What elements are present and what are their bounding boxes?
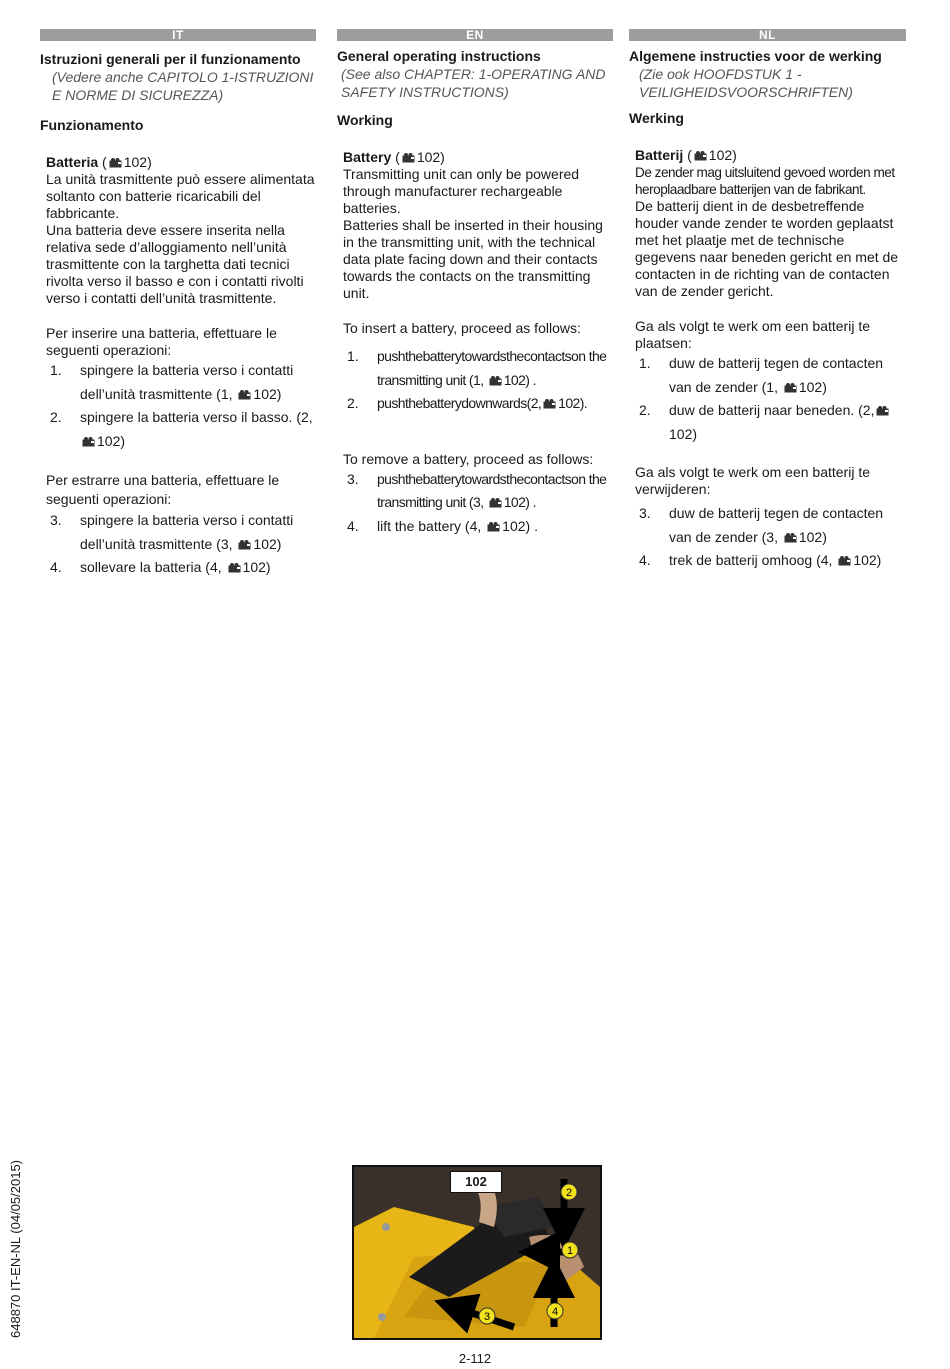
lang-bar-nl: NL bbox=[629, 29, 906, 41]
paragraph: De zender mag uitsluitend gevoed worden met heroplaadbare batterijen van de fabrikant. bbox=[635, 165, 895, 197]
column-it bbox=[40, 29, 316, 580]
camera-icon bbox=[487, 522, 500, 532]
insert-intro: To insert a battery, proceed as follows: bbox=[343, 320, 581, 336]
subheading: Working bbox=[337, 112, 393, 128]
list-item: 2. spingere la batteria verso il basso. (2,102) bbox=[50, 409, 313, 449]
insert-intro: Ga als volgt te werk om een batterij te plaatsen: bbox=[635, 318, 870, 351]
figure-ref: 102) bbox=[416, 149, 445, 165]
see-also-note: (See also CHAPTER: 1-OPERATING AND SAFETY INSTRUCTIONS) bbox=[341, 66, 606, 100]
remove-intro: Per estrarre una batteria, effettuare le seguenti operazioni: bbox=[46, 472, 280, 507]
marker-1: 1 bbox=[566, 1245, 574, 1257]
marker-2: 2 bbox=[565, 1187, 573, 1199]
list-item: 2. duw de batterij naar beneden. (2,102) bbox=[635, 399, 906, 446]
document-reference: 648870 IT-EN-NL (04/05/2015) bbox=[8, 1159, 23, 1338]
camera-icon bbox=[543, 399, 556, 409]
list-item: 1. pushthebatterytowardsthecontactson the transmitting unit (1, 102) . bbox=[347, 348, 607, 388]
battery-label: Battery bbox=[343, 149, 392, 165]
camera-icon bbox=[402, 153, 415, 163]
camera-icon bbox=[489, 376, 502, 386]
section-title: Istruzioni generali per il funzionamento bbox=[40, 51, 301, 67]
camera-icon bbox=[876, 406, 889, 416]
insert-steps bbox=[46, 359, 316, 453]
marker-4: 4 bbox=[551, 1306, 559, 1318]
column-nl bbox=[629, 29, 906, 573]
list-item: 4. trek de batterij omhoog (4, 102) bbox=[639, 552, 882, 568]
remove-steps bbox=[343, 468, 613, 539]
see-also-note: (Zie ook HOOFDSTUK 1 - VEILIGHEIDSVOORSCHRIFTEN) bbox=[639, 66, 853, 100]
list-item: 1. duw de batterij tegen de contacten van de zender (1, 102) bbox=[639, 355, 884, 395]
figure-102 bbox=[352, 1165, 602, 1340]
subheading: Funzionamento bbox=[40, 117, 144, 133]
paragraph: De batterij dient in de desbetreffende houder vande zender te worden geplaatst met het plaatje met de technische gegevens naar beneden gericht en met de contacten in de richting van de contacten van de zender gericht. bbox=[635, 198, 899, 299]
list-item: 3. duw de batterij tegen de contacten van de zender (3, 102) bbox=[639, 505, 884, 545]
camera-icon bbox=[694, 151, 707, 161]
section-title: Algemene instructies voor de werking bbox=[629, 48, 882, 64]
insert-steps bbox=[635, 352, 906, 446]
list-item: 3. spingere la batteria verso i contatti dell’unità trasmittente (3, 102) bbox=[50, 512, 294, 552]
lang-bar-it: IT bbox=[40, 29, 316, 41]
paragraph: La unità trasmittente può essere alimentata soltanto con batterie ricaricabili del fabbricante. bbox=[46, 171, 315, 221]
lang-bar-en: EN bbox=[337, 29, 613, 41]
paragraph: Una batteria deve essere inserita nella relativa sede d’alloggiamento nell’unità trasmittente con la targhetta dati tecnici rivolta verso il basso e con i contatti rivolti verso i contatti dell’unità trasmittente. bbox=[46, 222, 304, 306]
paragraph: Batteries shall be inserted in their housing in the transmitting unit, with the technical data plate facing down and their contacts towards the contacts on the transmitting unit. bbox=[343, 217, 603, 301]
list-item: 4. lift the battery (4, 102) . bbox=[347, 517, 538, 534]
figure-ref: 102) bbox=[708, 147, 737, 163]
insert-steps bbox=[343, 345, 613, 416]
camera-icon bbox=[109, 158, 122, 168]
figure-label: 102 bbox=[450, 1171, 502, 1193]
marker-3: 3 bbox=[483, 1311, 491, 1323]
battery-label: Batterij bbox=[635, 147, 684, 163]
insert-intro: Per inserire una batteria, effettuare le seguenti operazioni: bbox=[46, 325, 277, 358]
camera-icon bbox=[784, 533, 797, 543]
list-item: 2. pushthebatterydownwards(2, 102). bbox=[347, 395, 588, 411]
battery-heading: Batterij ( 102) bbox=[635, 147, 737, 163]
battery-heading: Battery ( 102) bbox=[343, 149, 445, 165]
camera-icon bbox=[238, 540, 251, 550]
section-title: General operating instructions bbox=[337, 48, 541, 64]
figure-ref: 102 bbox=[123, 154, 148, 170]
camera-icon bbox=[838, 556, 851, 566]
remove-steps bbox=[635, 502, 906, 573]
camera-icon bbox=[82, 437, 95, 447]
camera-icon bbox=[489, 498, 502, 508]
list-item: 1. spingere la batteria verso i contatti dell’unità trasmittente (1, 102) bbox=[50, 362, 294, 402]
see-also-note: (Vedere anche CAPITOLO 1-ISTRUZIONI E NORME DI SICUREZZA) bbox=[52, 69, 314, 103]
camera-icon bbox=[238, 390, 251, 400]
subheading: Werking bbox=[629, 110, 684, 126]
remove-steps bbox=[46, 509, 316, 580]
camera-icon bbox=[784, 383, 797, 393]
remove-intro: To remove a battery, proceed as follows: bbox=[343, 450, 594, 467]
battery-heading: Batteria ( 102) bbox=[46, 154, 152, 170]
remove-intro: Ga als volgt te werk om een batterij te verwijderen: bbox=[635, 464, 870, 497]
column-en bbox=[337, 29, 613, 538]
list-item: 3. pushthebatterytowardsthecontactson the transmitting unit (3, 102) . bbox=[347, 470, 607, 510]
page-number: 2-112 bbox=[458, 1351, 492, 1366]
battery-label: Batteria bbox=[46, 154, 99, 170]
list-item: 4. sollevare la batteria (4, 102) bbox=[50, 559, 271, 575]
paragraph: Transmitting unit can only be powered through manufacturer rechargeable batteries. bbox=[343, 166, 580, 216]
camera-icon bbox=[228, 563, 241, 573]
